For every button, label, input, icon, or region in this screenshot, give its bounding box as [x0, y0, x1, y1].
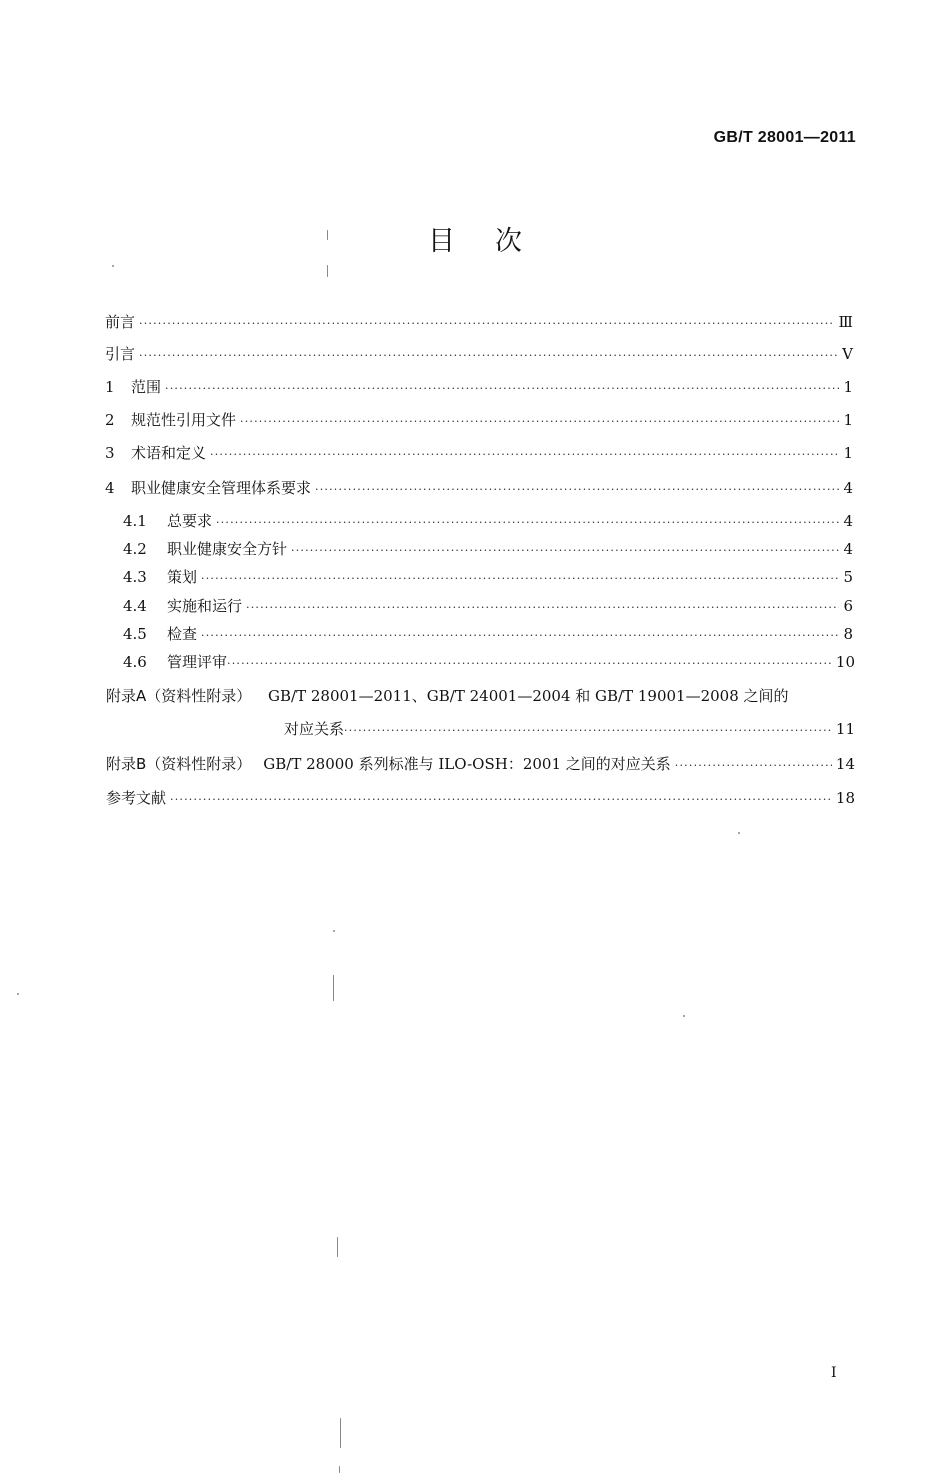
toc-entry-number: 4.6 [123, 653, 147, 671]
toc-entry-page: 11 [835, 720, 855, 738]
annex-a-title-line1: GB/T 28001—2011、GB/T 24001—2004 和 GB/T 19001—2008 之间的 [268, 687, 789, 705]
scan-speck [333, 975, 334, 1001]
toc-entry-label: 前言 [105, 313, 136, 331]
leader-dots [227, 654, 832, 674]
toc-entry-2[interactable] [105, 410, 853, 432]
leader-dots [201, 626, 839, 646]
leader-dots [201, 569, 839, 589]
toc-entry-page: 1 [843, 411, 853, 429]
toc-entry-page: 5 [843, 568, 853, 586]
toc-entry-page: 4 [843, 512, 853, 530]
toc-entry-number: 4.5 [123, 625, 147, 643]
leader-dots [344, 721, 832, 741]
toc-entry-number: 4.3 [123, 568, 147, 586]
toc-entry-page: Ⅲ [838, 313, 853, 331]
annex-a-prefix: 附录A（资料性附录） [106, 687, 252, 705]
scan-speck [327, 265, 328, 277]
toc-entry-label: 实施和运行 [167, 597, 243, 615]
toc-entry-number: 4.4 [123, 597, 147, 615]
scan-speck [738, 832, 740, 834]
toc-entry-page: 4 [843, 540, 853, 558]
scan-speck [112, 265, 114, 267]
toc-entry-annex-b[interactable] [106, 754, 855, 776]
toc-entry-4-2[interactable] [123, 539, 853, 561]
page-folio: Ⅰ [831, 1365, 837, 1381]
toc-entry-page: 10 [835, 653, 855, 671]
leader-dots [139, 346, 838, 366]
leader-dots [246, 598, 839, 618]
toc-entry-1[interactable] [105, 377, 853, 399]
toc-entry-3[interactable] [105, 443, 853, 465]
toc-entry-page: 1 [843, 378, 853, 396]
leader-dots [165, 379, 839, 399]
page-title: 目次 [428, 226, 562, 257]
toc-entry-label: 参考文献 [106, 789, 167, 807]
scan-speck [340, 1418, 341, 1448]
toc-entry-introduction[interactable] [105, 344, 853, 366]
annex-a-title-line2: 对应关系 [284, 720, 345, 738]
scan-speck [337, 1237, 338, 1257]
toc-entry-foreword[interactable] [105, 312, 853, 334]
toc-entry-label: 职业健康安全方针 [167, 540, 288, 558]
toc-entry-page: 8 [843, 625, 853, 643]
toc-entry-page: 6 [843, 597, 853, 615]
annex-b-prefix: 附录B（资料性附录） [106, 755, 252, 773]
toc-entry-page: 4 [843, 479, 853, 497]
toc-entry-label: 职业健康安全管理体系要求 [131, 479, 312, 497]
leader-dots [139, 314, 835, 334]
toc-entry-label: 范围 [131, 378, 162, 396]
toc-entry-label: 检查 [167, 625, 198, 643]
toc-entry-label: 管理评审 [167, 653, 228, 671]
toc-entry-number: 4.2 [123, 540, 147, 558]
toc-entry-4[interactable] [105, 478, 853, 500]
leader-dots [291, 541, 839, 561]
leader-dots [170, 790, 832, 810]
scan-speck [333, 930, 335, 932]
toc-entry-4-6[interactable] [123, 652, 855, 674]
toc-entry-label: 策划 [167, 568, 198, 586]
scan-speck [683, 1015, 685, 1017]
toc-entry-label: 术语和定义 [131, 444, 207, 462]
annex-b-title: GB/T 28000 系列标准与 ILO-OSH：2001 之间的对应关系 [263, 755, 671, 773]
toc-entry-4-4[interactable] [123, 596, 853, 618]
toc-entry-annex-a-continuation[interactable] [284, 719, 855, 741]
toc-entry-label: 规范性引用文件 [131, 411, 237, 429]
toc-entry-page: 14 [835, 755, 855, 773]
toc-entry-4-5[interactable] [123, 624, 853, 646]
toc-entry-number: 1 [105, 378, 115, 396]
toc-entry-annex-a[interactable] [106, 686, 789, 706]
toc-entry-label: 引言 [105, 345, 136, 363]
toc-entry-number: 2 [105, 411, 115, 429]
leader-dots [210, 445, 839, 465]
standard-number: GB/T 28001—2011 [713, 129, 856, 146]
leader-dots [675, 756, 832, 776]
scan-speck [17, 993, 19, 995]
toc-entry-bibliography[interactable] [106, 788, 855, 810]
toc-entry-page: Ⅴ [842, 345, 853, 363]
toc-entry-label: 总要求 [167, 512, 213, 530]
toc-entry-page: 18 [835, 789, 855, 807]
toc-entry-page: 1 [843, 444, 853, 462]
leader-dots [240, 412, 839, 432]
toc-entry-number: 3 [105, 444, 115, 462]
toc-entry-4-1[interactable] [123, 511, 853, 533]
scan-speck [339, 1466, 340, 1473]
scan-speck [327, 230, 328, 240]
leader-dots [216, 513, 839, 533]
leader-dots [315, 480, 839, 500]
toc-entry-number: 4 [105, 479, 115, 497]
toc-entry-4-3[interactable] [123, 567, 853, 589]
toc-entry-number: 4.1 [123, 512, 147, 530]
